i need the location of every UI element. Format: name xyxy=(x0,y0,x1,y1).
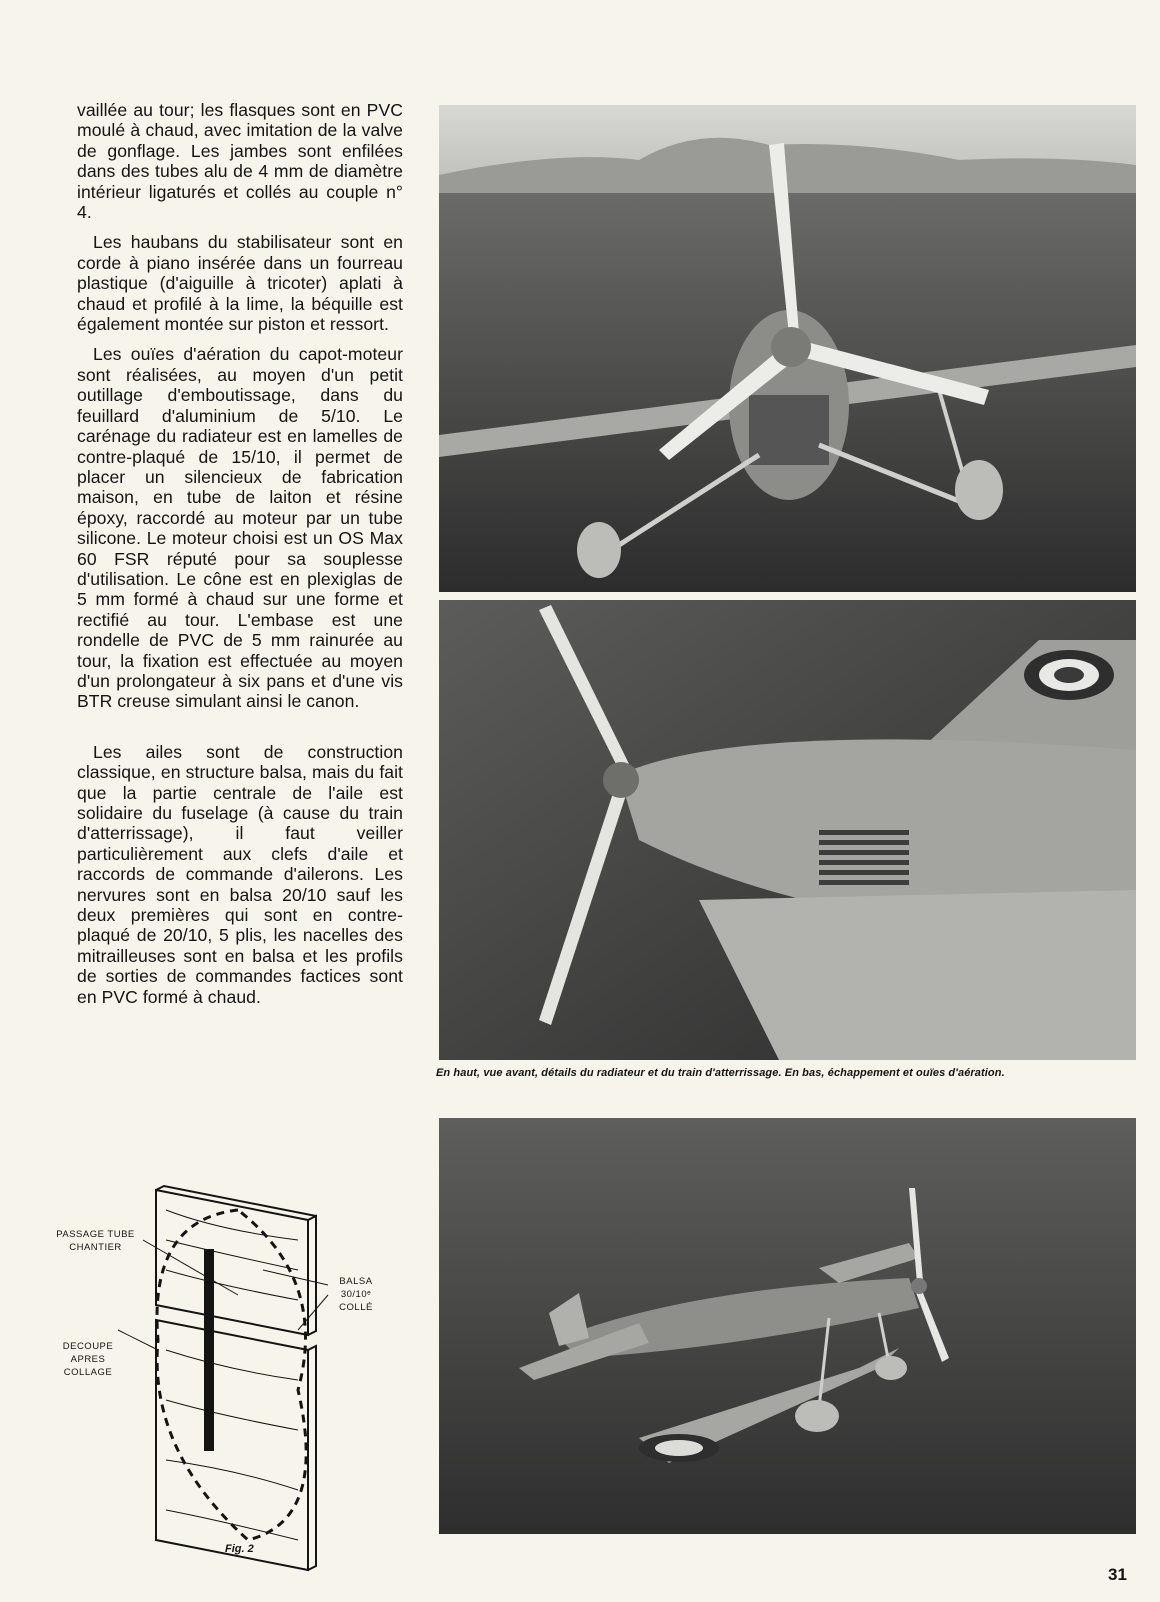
paragraph-engine: Les ouïes d'aération du capot-moteur sont réalisées, au moyen d'un petit outillage d'emboutissage, dans du feuillard d'aluminium de 5/10. Le carénage du radiateur est en lamelles de contre-plaqué de 15/10, il permet de placer un silencieux de fabrication maison, en tube de laiton et résine époxy, raccordé au moteur par un tube silicone. Le moteur choisi est un OS Max 60 FSR réputé pour sa souplesse d'utilisation. Le cône est en plexiglas de 5 mm formé à chaud sur une forme et rectifié au tour. L'embase est une rondelle de PVC de 5 mm rainurée au tour, la fixation est effectuée au moyen d'un prolongateur à six pans et d'une vis BTR creuse simulant ainsi le canon. xyxy=(77,344,403,712)
figure-2-drawing xyxy=(48,1160,378,1580)
page-number: 31 xyxy=(1108,1565,1127,1584)
label-decoupe: DECOUPE APRES COLLAGE xyxy=(62,1341,114,1378)
photo-front-view xyxy=(439,105,1136,592)
figure-caption: Fig. 2 xyxy=(225,1543,254,1555)
paragraph-stabilizer: Les haubans du stabilisateur sont en corde à piano insérée dans un fourreau plastique (d'aiguille à tricoter) aplati à chaud et profilé à la lime, la béquille est également montée sur piston et ressort. xyxy=(77,232,403,335)
label-balsa-colle: BALSA 30/10ᵉ COLLÉ xyxy=(339,1276,373,1313)
photo-exhaust-detail xyxy=(439,600,1136,1060)
label-passage-tube: PASSAGE TUBE CHANTIER xyxy=(56,1229,135,1253)
paragraph-wings: Les ailes sont de construction classique, en structure balsa, mais du fait que la partie centrale de l'aile est solidaire du fuselage (à cause du train d'atterrissage), il faut veiller particulièrement aux clefs d'aile et raccords de commande d'ailerons. Les nervures sont en balsa 20/10 sauf les deux premières qui sont en contre-plaqué de 20/10, 5 plis, les nacelles des mitrailleuses sont en balsa et les profils de sorties de commandes factices sont en PVC formé à chaud. xyxy=(77,741,403,1007)
article-text-column xyxy=(77,100,403,1017)
photo-full-aircraft xyxy=(439,1118,1136,1534)
paragraph-wheels: vaillée au tour; les flasques sont en PVC moulé à chaud, avec imitation de la valve de gonflage. Les jambes sont enfilées dans des tubes alu de 4 mm de diamètre intérieur ligaturés et collés au couple n° 4. xyxy=(77,100,403,223)
photo-caption: En haut, vue avant, détails du radiateur et du train d'atterrissage. En bas, échappement et ouïes d'aération. xyxy=(436,1067,1005,1079)
